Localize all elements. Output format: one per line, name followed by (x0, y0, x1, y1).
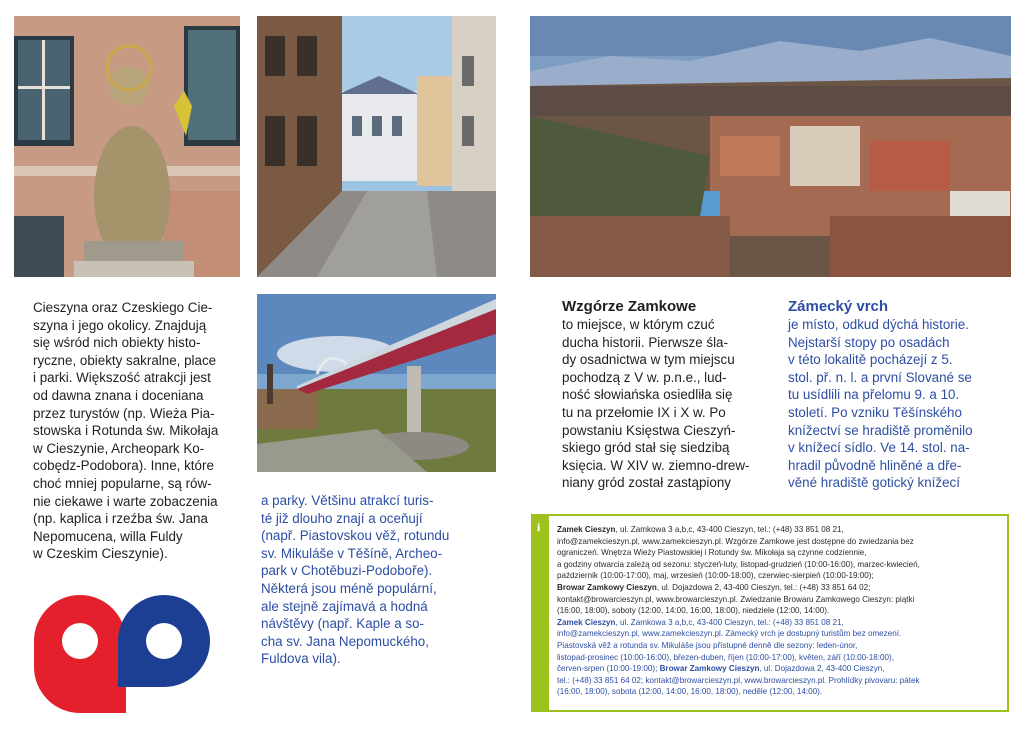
heading-cz: Zámecký vrch (788, 298, 889, 315)
text-line: tu na przełomie IX i X w. Po (562, 404, 726, 420)
section-cz-castle-hill (788, 298, 1018, 492)
info-line: info@zamekcieszyn.pl, www.zamekcieszyn.pl. Wzgórze Zamkowe jest dostępne do zwiedzania bez (557, 536, 914, 546)
info-line: (16:00, 18:00), soboty (12:00, 14:00, 16:00, 18:00), niedziele (12:00, 14:00). (557, 606, 830, 616)
text-line: w Czeskim Cieszynie). (33, 546, 168, 562)
text-line: od dawna znana i doceniana (33, 387, 204, 403)
info-icon: i (537, 520, 541, 534)
info-line: Browar Zamkowy Cieszyn, ul. Dojazdowa 2, 43-400 Cieszyn, tel.: (+48) 33 851 64 02; (557, 582, 871, 592)
info-text (557, 524, 1003, 698)
info-line: červen-srpen (10:00-19:00); Browar Zamkowy Cieszyn, ul. Dojazdowa 2, 43-400 Cieszyn, (557, 664, 885, 674)
info-line: info@zamekcieszyn.pl, www.zamekcieszyn.pl. Zámecký vrch je dostupný turistům bez omezení. (557, 629, 902, 639)
text-line: knížectví se hradiště proměnilo (788, 422, 973, 438)
photo-statue (14, 16, 240, 277)
text-line: i parki. Większość atrakcji jest (33, 370, 211, 386)
info-line: listopad-prosinec (10:00-16:00), březen-duben, říjen (10:00-17:00), květen, září (10:00-18:00), (557, 652, 894, 662)
text-line: park v Chotěbuzi-Podoboře). (261, 563, 433, 579)
text-line: hradil původně hliněné a dře- (788, 457, 962, 473)
logo (34, 595, 210, 713)
text-line: návštěvy (např. Kaple a so- (261, 616, 425, 632)
text-pl-left (33, 299, 243, 563)
text-line: v této lokalitě pocházejí z 5. (788, 352, 953, 368)
text-line: cobędz-Podobora). Inne, które (33, 458, 214, 474)
info-line: Zamek Cieszyn, ul. Zamkowa 3 a,b,c, 43-400 Cieszyn, tel.: (+48) 33 851 08 21, (557, 617, 844, 627)
text-line: niany gród został zastąpiony (562, 475, 731, 491)
text-line: Nejstarší stopy po osadách (788, 334, 950, 350)
text-line: nie ciekawe i warte zobaczenia (33, 493, 218, 509)
text-line: té již dlouho znají a oceňují (261, 510, 423, 526)
text-line: powstaniu Księstwa Cieszyń- (562, 422, 736, 438)
info-line: Zamek Cieszyn, ul. Zamkowa 3 a,b,c, 43-400 Cieszyn, tel.: (+48) 33 851 08 21, (557, 525, 844, 534)
text-line: w Cieszynie, Archeopark Ko- (33, 440, 205, 456)
text-line: století. Po vzniku Těšínského (788, 404, 962, 420)
info-line: październik (10:00-17:00), maj, wrzesień (10:00-18:00), czerwiec-sierpień (10:00-19:00); (557, 571, 874, 581)
text-line: věné hradiště gotický knížecí (788, 475, 960, 491)
text-line: Nepomucena, willa Fuldy (33, 528, 183, 544)
text-cz-mid (261, 492, 501, 668)
info-line: (16:00, 18:00), sobota (12:00, 14:00, 16:00, 18:00), neděle (12:00, 14:00). (557, 687, 823, 697)
text-line: księcia. W XIV w. ziemno-drew- (562, 457, 750, 473)
section-pl-castle-hill (562, 298, 772, 492)
text-line: sv. Mikuláše v Těšíně, Archeo- (261, 545, 443, 561)
text-line: je místo, odkud dýchá historie. (788, 317, 969, 332)
text-line: stowska i Rotunda św. Mikołaja (33, 423, 219, 439)
text-line: ducha historii. Pierwsze śla- (562, 334, 728, 350)
text-line: to miejsce, w którym czuć (562, 317, 715, 332)
info-line: tel.: (+48) 33 851 64 02; kontakt@browarcieszyn.pl, www.browarcieszyn.pl. Prohlídky pivovaru: pátek (557, 675, 920, 685)
text-line: Fuldova vila). (261, 651, 341, 667)
text-line: choć mniej popularne, są rów- (33, 475, 212, 491)
text-line: ryczne, obiekty sakralne, place (33, 352, 217, 368)
text-line: przez turystów (np. Wieża Pia- (33, 405, 215, 421)
text-line: a parky. Většinu atrakcí turis- (261, 493, 434, 508)
text-line: ność słowiańska osiedliła się (562, 387, 733, 403)
text-line: (np. kaplica i rzeźba św. Jana (33, 511, 208, 527)
info-bar (533, 516, 549, 710)
photo-bridge (257, 294, 496, 472)
text-line: skiego gród stał się siedzibą (562, 440, 730, 456)
text-line: dy osadnictwa w tym miejscu (562, 352, 735, 368)
text-line: szyna i jego okolicy. Znajdują (33, 317, 207, 333)
text-line: się wśród nich obiekty histo- (33, 335, 201, 351)
info-box (531, 514, 1009, 712)
text-line: v knížecí sídlo. Ve 14. stol. na- (788, 440, 970, 456)
photo-panorama (530, 16, 1011, 277)
text-line: pochodzą z V w. p.n.e., lud- (562, 369, 727, 385)
photo-street (257, 16, 496, 277)
text-line: stol. př. n. l. a první Slované se (788, 369, 972, 385)
text-line: tu usídlili na přelomu 9. a 10. (788, 387, 960, 403)
info-line: a godziny otwarcia zależą od sezonu: styczeń-luty, listopad-grudzień (10:00-16:00), marzec-kwiecień, (557, 559, 920, 569)
info-line: kontakt@browarcieszyn.pl, www.browarcieszyn.pl. Zwiedzanie Browaru Zamkowego Cieszyn: piątki (557, 594, 915, 604)
info-line: Piastovská věž a rotunda sv. Mikuláše jsou přístupné denně dle sezony: leden-únor, (557, 640, 858, 650)
text-line: Cieszyna oraz Czeskiego Cie- (33, 300, 213, 315)
text-line: (např. Piastovskou věž, rotundu (261, 528, 450, 544)
info-line: ograniczeń. Wnętrza Wieży Piastowskiej i Rotundy św. Mikołaja są czynne codziennie, (557, 548, 867, 558)
text-line: ale stejně zajímavá a hodná (261, 598, 428, 614)
text-line: Některá jsou méně populární, (261, 580, 437, 596)
text-line: cha sv. Jana Nepomuckého, (261, 633, 429, 649)
heading-pl: Wzgórze Zamkowe (562, 298, 697, 315)
